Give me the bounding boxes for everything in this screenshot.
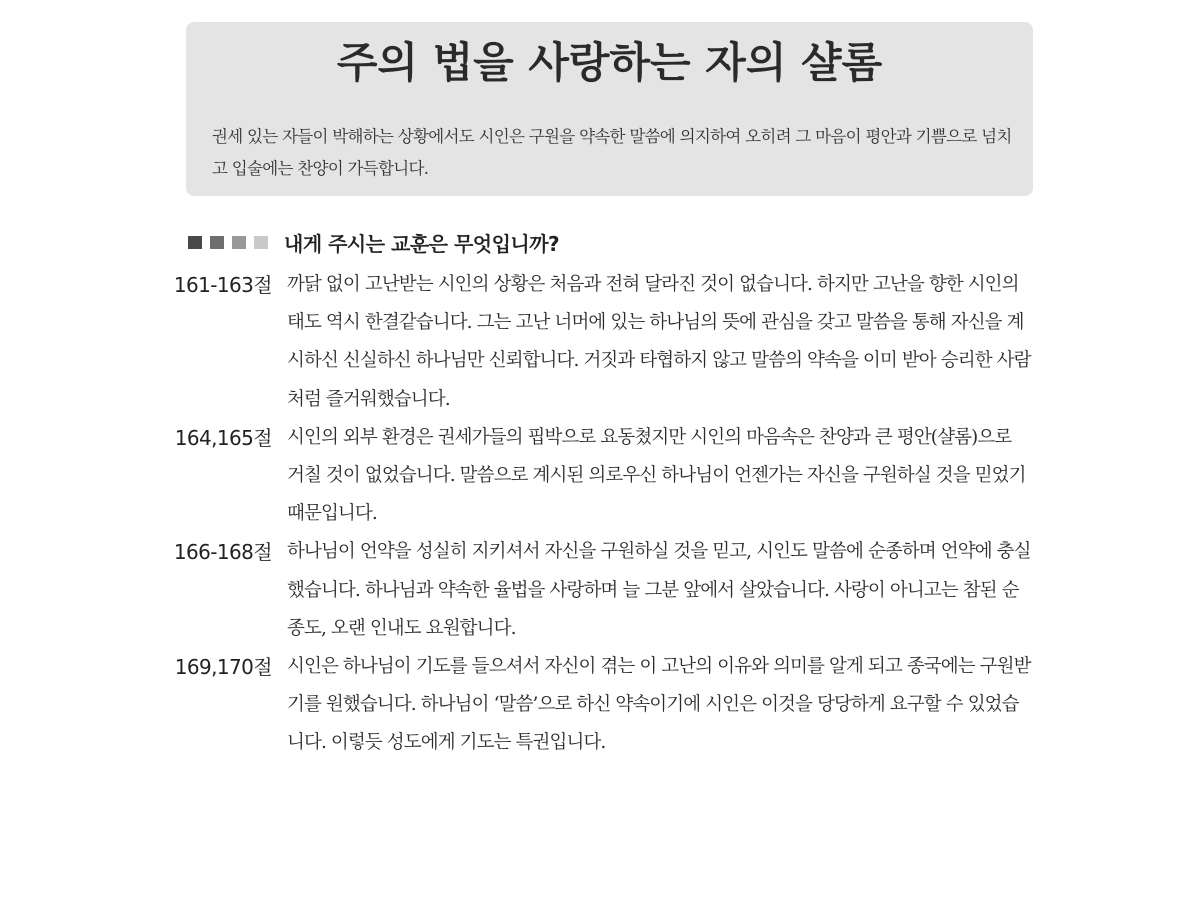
verse-reference: 164,165절 — [174, 425, 272, 450]
square-bullet-2 — [210, 236, 224, 249]
lesson-paragraph: 하나님이 언약을 성실히 지키셔서 자신을 구원하실 것을 믿고, 시인도 말씀에 순종하며 언약에 충실했습니다. 하나님과 약속한 율법을 사랑하며 늘 그분 앞에서 살았습니다. 사랑이 아니고는 참된 순종도, 오랜 인내도 요원합니다. — [287, 541, 1031, 639]
summary-text: 권세 있는 자들이 박해하는 상황에서도 시인은 구원을 약속한 말씀에 의지하여 오히려 그 마음이 평안과 기쁨으로 넘치고 입술에는 찬양이 가득합니다. — [212, 127, 1012, 178]
summary-panel — [186, 22, 1033, 196]
lesson-paragraph: 시인의 외부 환경은 권세가들의 핍박으로 요동쳤지만 시인의 마음속은 찬양과 큰 평안(샬롬)으로 거칠 것이 없었습니다. 말씀으로 계시된 의로우신 하나님이 언젠가는 자신을 구원하실 것을 믿었기 때문입니다. — [287, 426, 1026, 525]
verse-reference: 169,170절 — [174, 655, 272, 680]
lesson-paragraph: 시인은 하나님이 기도를 들으셔서 자신이 겪는 이 고난의 이유와 의미를 알게 되고 종국에는 구원받기를 원했습니다. 하나님이 ‘말씀’으로 하신 약속이기에 시인은 이것을 당당하게 요구할 수 있었습니다. 이렇듯 성도에게 기도는 특권입니다. — [287, 656, 1031, 754]
lesson-entry-169-170 — [0, 648, 1200, 763]
lesson-paragraph: 까닭 없이 고난받는 시인의 상황은 처음과 전혀 달라진 것이 없습니다. 하지만 고난을 향한 시인의 태도 역시 한결같습니다. 그는 고난 너머에 있는 하나님의 뜻에 관심을 갖고 말씀을 통해 자신을 계시하신 신실하신 하나님만 신뢰합니다. 거짓과 타협하지 않고 말씀의 약속을 이미 받아 승리한 사람처럼 즐거워했습니다. — [287, 274, 1031, 410]
section-heading — [188, 226, 559, 258]
square-bullets-icon — [188, 236, 268, 249]
verse-reference: 166-168절 — [173, 540, 272, 565]
lesson-entry-161-163 — [0, 266, 1200, 419]
square-bullet-1 — [188, 236, 202, 249]
lesson-entry-164-165 — [0, 419, 1200, 534]
square-bullet-4 — [254, 236, 268, 249]
square-bullet-3 — [232, 236, 246, 249]
lesson-entries — [0, 266, 1200, 763]
page-title: 주의 법을 사랑하는 자의 샬롬 — [336, 38, 883, 87]
section-heading-text: 내게 주시는 교훈은 무엇입니까? — [284, 231, 560, 256]
lesson-entry-166-168 — [0, 533, 1200, 648]
verse-reference: 161-163절 — [173, 273, 272, 297]
